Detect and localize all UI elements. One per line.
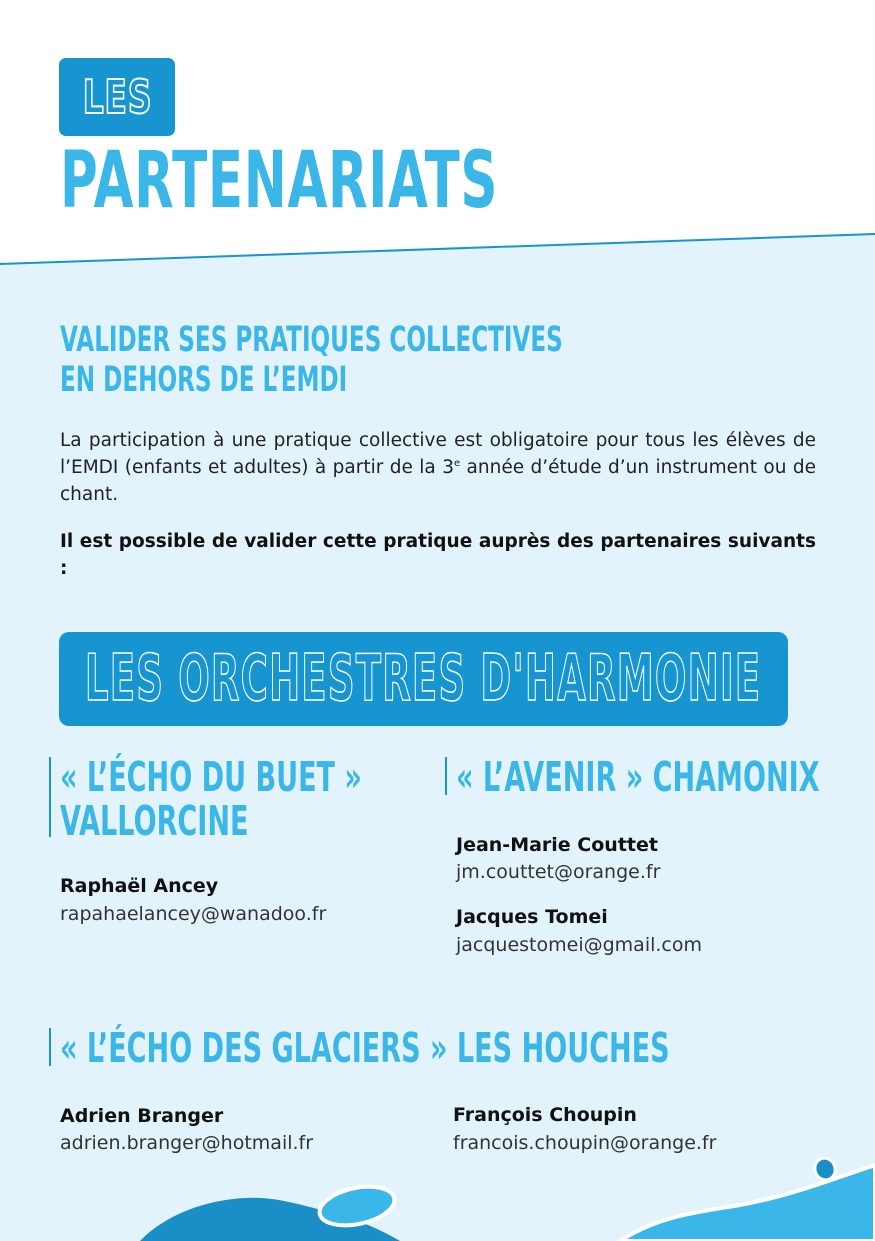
orchestra-3-title: « L’ÉCHO DES GLACIERS » LES HOUCHES <box>60 1024 670 1072</box>
orchestra-2-contact-1-name: Jean-Marie Couttet <box>456 834 658 856</box>
orchestra-2-title: « L’AVENIR » CHAMONIX <box>456 753 820 801</box>
intro-paragraph-part1: La participation à une pratique collective est obligatoire pour tous les élèves de l’EMDI (enfants et adultes) à partir de la 3 <box>60 430 816 478</box>
orchestra-1-contact-1-name: Raphaël Ancey <box>60 875 219 897</box>
intro-paragraph-bold: Il est possible de valider cette pratique auprès des partenaires suivants : <box>60 531 816 579</box>
orchestra-1-title-line2: VALLORCINE <box>60 797 249 845</box>
page-title: PARTENARIATS <box>60 136 499 226</box>
orchestra-3-contact-2-email[interactable]: francois.choupin@orange.fr <box>453 1132 717 1154</box>
section-banner-label: LES ORCHESTRES D'HARMONIE <box>85 642 762 716</box>
section-heading-line1: VALIDER SES PRATIQUES COLLECTIVES <box>60 320 563 360</box>
orchestra-1-title-line1: « L’ÉCHO DU BUET » <box>60 753 362 801</box>
orchestra-2-contact-1-email[interactable]: jm.couttet@orange.fr <box>456 861 661 883</box>
orchestra-3-contact-2-name: François Choupin <box>453 1104 637 1126</box>
intro-paragraph-sup: e <box>453 457 461 469</box>
title-badge-label: LES <box>82 70 152 124</box>
orchestra-2-contact-2-email[interactable]: jacquestomei@gmail.com <box>456 934 702 956</box>
orchestra-1-contact-1-email[interactable]: rapahaelancey@wanadoo.fr <box>60 903 327 925</box>
section-heading-line2: EN DEHORS DE L’EMDI <box>60 360 348 400</box>
intro-paragraph-part2: année d’étude d’un instrument ou de chant. <box>60 457 816 505</box>
orchestra-2-contact-2-name: Jacques Tomei <box>456 906 608 928</box>
orchestra-3-contact-1-email[interactable]: adrien.branger@hotmail.fr <box>60 1132 314 1154</box>
orchestra-3-contact-1-name: Adrien Branger <box>60 1105 224 1127</box>
